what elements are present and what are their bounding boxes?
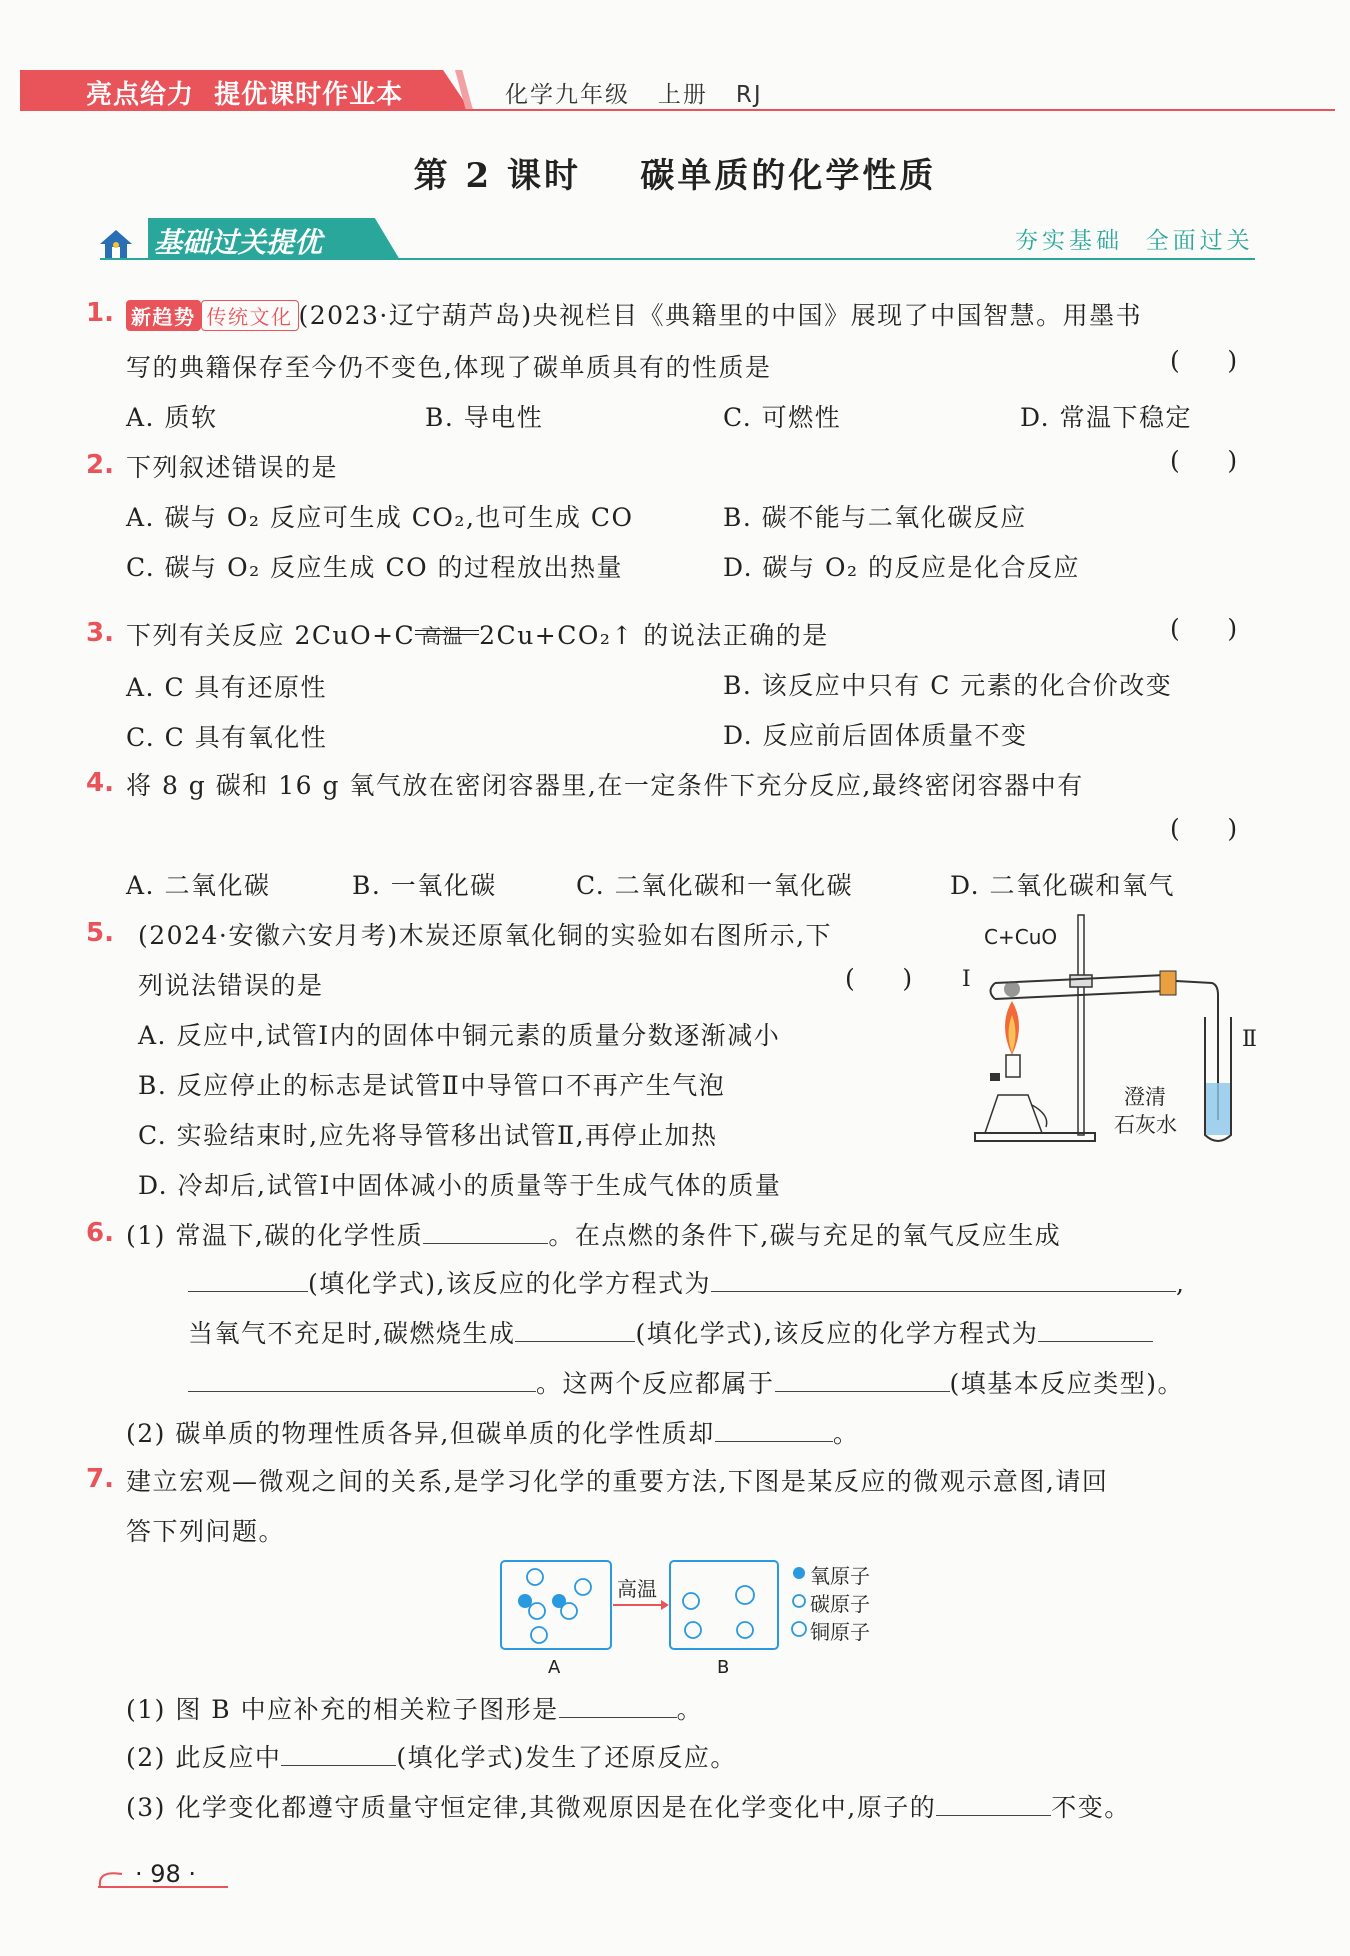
q7-label-b: B bbox=[717, 1657, 730, 1678]
q5-label-tube-1: Ⅰ bbox=[962, 967, 971, 992]
q6-blank-1[interactable] bbox=[423, 1221, 548, 1244]
section-title: 基础过关提优 bbox=[154, 226, 323, 259]
q7-sub-3 bbox=[126, 1788, 1131, 1824]
legend-copper-marker bbox=[792, 1622, 806, 1636]
q4-stem: 将 8 g 碳和 16 g 氧气放在密闭容器里,在一定条件下充分反应,最终密闭容器中有 bbox=[126, 771, 1084, 800]
q6-blank-5[interactable] bbox=[1038, 1319, 1153, 1342]
q5-label-limewater-1: 澄清 bbox=[1124, 1085, 1166, 1109]
q2-stem: 下列叙述错误的是 bbox=[126, 453, 339, 482]
lesson-title: 第 2 课时 碳单质的化学性质 bbox=[413, 156, 937, 196]
q7-text-3a: (3) 化学变化都遵守质量守恒定律,其微观原因是在化学变化中,原子的 bbox=[126, 1793, 937, 1822]
q1-option-a: A. 质软 bbox=[126, 403, 218, 432]
q6-text-1g: 。这两个反应都属于 bbox=[536, 1369, 775, 1398]
q7-text-1a: (1) 图 B 中应补充的相关粒子图形是 bbox=[126, 1695, 559, 1724]
q7-legend-copper: 铜原子 bbox=[810, 1620, 870, 1644]
legend-carbon-marker bbox=[793, 1595, 805, 1607]
q5-option-b: B. 反应停止的标志是试管Ⅱ中导管口不再产生气泡 bbox=[138, 1071, 726, 1100]
q5-stem-2: 列说法错误的是 bbox=[138, 971, 324, 1000]
section-motto: 夯实基础 全面过关 bbox=[1015, 228, 1254, 254]
q6-text-1f: (填化学式),该反应的化学方程式为 bbox=[635, 1319, 1039, 1348]
q1-stem-1: (2023·辽宁葫芦岛)央视栏目《典籍里的中国》展现了中国智慧。用墨书 bbox=[298, 301, 1143, 330]
q3-option-c: C. C 具有氧化性 bbox=[126, 723, 328, 752]
q6-line5 bbox=[126, 1414, 859, 1450]
q6-line2 bbox=[188, 1264, 1185, 1300]
q2-option-b: B. 碳不能与二氧化碳反应 bbox=[723, 503, 1027, 532]
q5-label-reactants: C+CuO bbox=[984, 925, 1058, 949]
q7-legend-oxygen: 氧原子 bbox=[810, 1564, 870, 1588]
q5-apparatus-figure bbox=[950, 905, 1270, 1155]
q5-option-a: A. 反应中,试管Ⅰ内的固体中铜元素的质量分数逐渐减小 bbox=[138, 1021, 781, 1050]
legend-oxygen-marker bbox=[793, 1567, 805, 1579]
q5-label-limewater-2: 石灰水 bbox=[1114, 1113, 1177, 1137]
q1-number: 1. bbox=[86, 298, 114, 328]
q1-tag-culture: 传统文化 bbox=[201, 300, 299, 331]
q3-number: 3. bbox=[86, 618, 114, 648]
q7-blank-2[interactable] bbox=[281, 1743, 396, 1766]
q7-number: 7. bbox=[86, 1464, 114, 1494]
q4-option-d: D. 二氧化碳和氧气 bbox=[950, 871, 1176, 900]
q6-blank-8[interactable] bbox=[715, 1419, 833, 1442]
q4-answer-bracket: ( ) bbox=[1170, 814, 1238, 843]
q3-option-b: B. 该反应中只有 C 元素的化合价改变 bbox=[723, 671, 1173, 700]
q1-answer-bracket: ( ) bbox=[1170, 346, 1238, 375]
q2-option-d: D. 碳与 O₂ 的反应是化合反应 bbox=[723, 553, 1080, 582]
q6-number: 6. bbox=[86, 1218, 114, 1248]
q6-text-1h: (填基本反应类型)。 bbox=[949, 1369, 1185, 1398]
q7-text-2a: (2) 此反应中 bbox=[126, 1743, 282, 1772]
q2-option-c: C. 碳与 O₂ 反应生成 CO 的过程放出热量 bbox=[126, 553, 624, 582]
q6-text-2b: 。 bbox=[832, 1419, 860, 1448]
q6-blank-3[interactable] bbox=[711, 1269, 1176, 1292]
q7-legend-carbon: 碳原子 bbox=[810, 1592, 870, 1616]
footer-curl-icon bbox=[94, 1868, 124, 1894]
q3-condition: 高温 bbox=[421, 624, 465, 648]
q6-text-1d: , bbox=[1175, 1269, 1186, 1298]
q2-answer-bracket: ( ) bbox=[1170, 446, 1238, 475]
q3-stem bbox=[126, 616, 829, 652]
q1-tag-new: 新趋势 bbox=[126, 300, 201, 331]
q7-stem-2: 答下列问题。 bbox=[126, 1517, 286, 1546]
q7-blank-1[interactable] bbox=[559, 1695, 677, 1718]
q6-line4 bbox=[188, 1364, 1184, 1400]
q1-option-c: C. 可燃性 bbox=[723, 403, 842, 432]
header-subject: 化学九年级 上册 RJ bbox=[505, 82, 763, 108]
q1-line1 bbox=[126, 296, 1142, 332]
q4-option-b: B. 一氧化碳 bbox=[352, 871, 497, 900]
q6-blank-6[interactable] bbox=[188, 1369, 536, 1392]
q3-option-a: A. C 具有还原性 bbox=[126, 673, 328, 702]
q4-number: 4. bbox=[86, 768, 114, 798]
q6-text-2a: (2) 碳单质的物理性质各异,但碳单质的化学性质却 bbox=[126, 1419, 715, 1448]
q3-answer-bracket: ( ) bbox=[1170, 614, 1238, 643]
q5-label-tube-2: Ⅱ bbox=[1242, 1027, 1257, 1052]
q6-line1 bbox=[126, 1216, 1061, 1252]
q7-sub-1 bbox=[126, 1690, 703, 1726]
q7-micro-diagram bbox=[495, 1555, 915, 1690]
q5-answer-bracket: ( ) bbox=[845, 964, 913, 993]
q7-blank-3[interactable] bbox=[936, 1793, 1051, 1816]
q6-text-1c: (填化学式),该反应的化学方程式为 bbox=[308, 1269, 711, 1298]
q4-option-c: C. 二氧化碳和一氧化碳 bbox=[576, 871, 854, 900]
q4-option-a: A. 二氧化碳 bbox=[126, 871, 271, 900]
q6-blank-2[interactable] bbox=[188, 1269, 308, 1292]
q1-option-b: B. 导电性 bbox=[425, 403, 544, 432]
q3-stem-pre: 下列有关反应 2CuO+C bbox=[126, 621, 416, 650]
q7-arrow-condition: 高温 bbox=[617, 1577, 657, 1601]
q7-text-3b: 不变。 bbox=[1051, 1793, 1131, 1822]
q7-stem-1: 建立宏观—微观之间的关系,是学习化学的重要方法,下图是某反应的微观示意图,请回 bbox=[126, 1467, 1109, 1496]
page-number: · 98 · bbox=[135, 1860, 197, 1888]
q6-blank-4[interactable] bbox=[515, 1319, 635, 1342]
q5-option-d: D. 冷却后,试管Ⅰ中固体减小的质量等于生成气体的质量 bbox=[138, 1171, 782, 1200]
q7-text-2b: (填化学式)发生了还原反应。 bbox=[396, 1743, 737, 1772]
q7-sub-2 bbox=[126, 1738, 737, 1774]
q6-blank-7[interactable] bbox=[775, 1369, 950, 1392]
q5-number: 5. bbox=[86, 918, 114, 948]
q3-option-d: D. 反应前后固体质量不变 bbox=[723, 721, 1028, 750]
q6-line3 bbox=[188, 1314, 1153, 1350]
q7-text-1b: 。 bbox=[676, 1695, 704, 1724]
q5-stem-1: (2024·安徽六安月考)木炭还原氧化铜的实验如右图所示,下 bbox=[138, 921, 833, 950]
q5-option-c: C. 实验结束时,应先将导管移出试管Ⅱ,再停止加热 bbox=[138, 1121, 718, 1150]
q1-stem-2: 写的典籍保存至今仍不变色,体现了碳单质具有的性质是 bbox=[126, 353, 772, 382]
header-brand: 亮点给力 提优课时作业本 bbox=[86, 80, 404, 110]
q2-option-a: A. 碳与 O₂ 反应可生成 CO₂,也可生成 CO bbox=[126, 503, 634, 532]
q6-text-1a: (1) 常温下,碳的化学性质 bbox=[126, 1221, 424, 1250]
q6-text-1b: 。在点燃的条件下,碳与充足的氧气反应生成 bbox=[548, 1221, 1062, 1250]
q1-option-d: D. 常温下稳定 bbox=[1020, 403, 1193, 432]
q2-number: 2. bbox=[86, 450, 114, 480]
q6-text-1e: 当氧气不充足时,碳燃烧生成 bbox=[188, 1319, 516, 1348]
q7-label-a: A bbox=[548, 1657, 561, 1678]
q3-stem-post: 2Cu+CO₂↑ 的说法正确的是 bbox=[479, 621, 829, 650]
